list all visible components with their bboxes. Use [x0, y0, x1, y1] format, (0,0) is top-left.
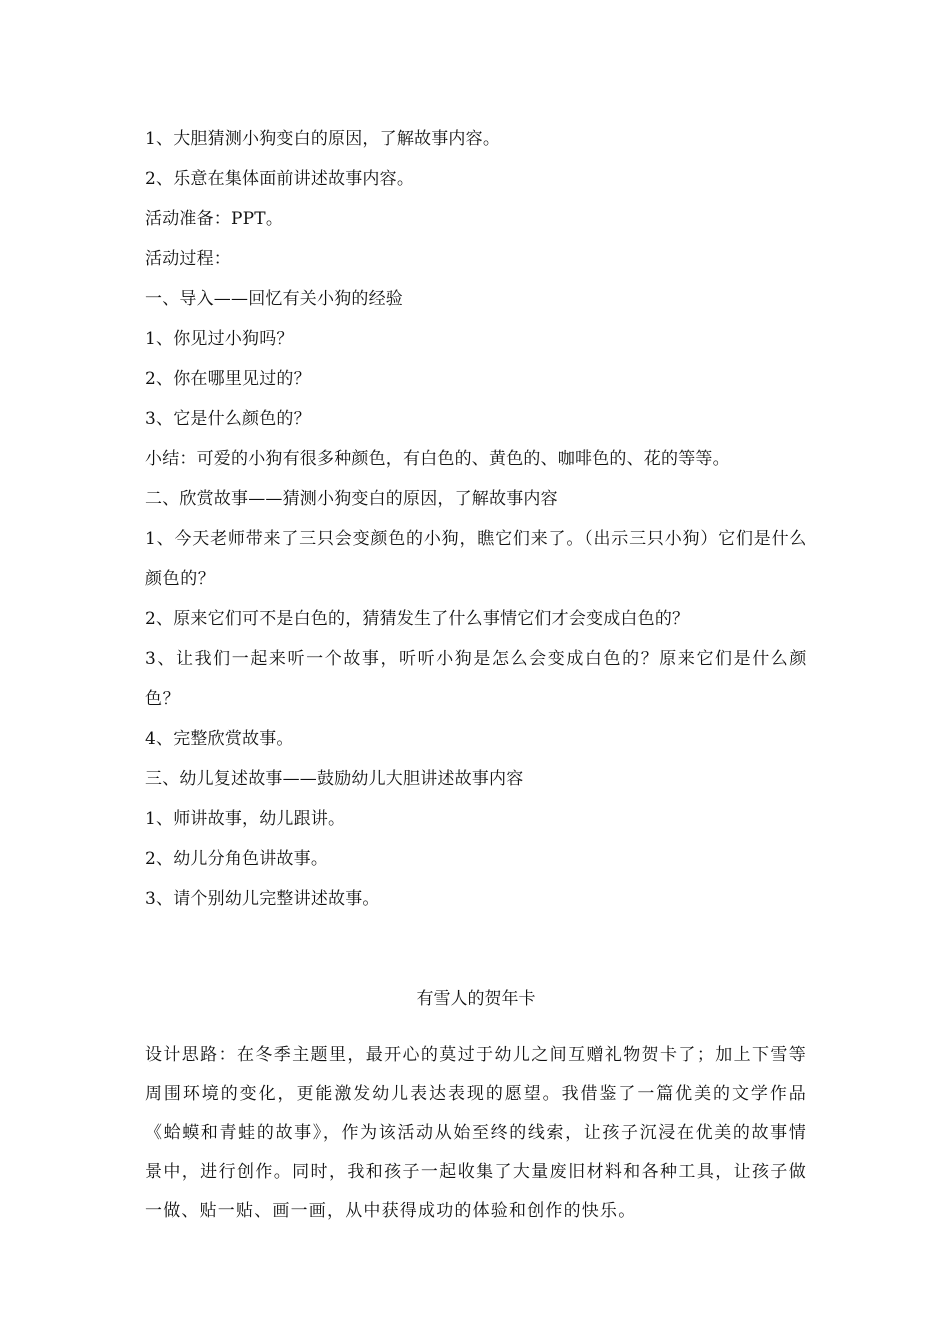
step-two-item-2: 2、原来它们可不是白色的，猜猜发生了什么事情它们才会变成白色的？ [145, 609, 690, 629]
step-one-question-3: 3、它是什么颜色的？ [145, 409, 311, 429]
step-one-question-2: 2、你在哪里见过的？ [145, 369, 311, 389]
step-one-question-1: 1、你见过小狗吗？ [145, 329, 294, 349]
design-paragraph: 设计思路：在冬季主题里，最开心的莫过于幼儿之间互赠礼物贺卡了；加上下雪等周围环境的变化，更能激发幼儿表达表现的愿望。我借鉴了一篇优美的文学作品《蛤蟆和青蛙的故事》，作为该活动从始至终的线索，让孩子沉浸在优美的故事情景中，进行创作。同时，我和孩子一起收集了大量废旧材料和各种工具，让孩子做一做、贴一贴、画一画，从中获得成功的体验和创作的快乐。 [145, 1045, 807, 1221]
step-one-heading: 一、导入——回忆有关小狗的经验 [145, 289, 403, 309]
step-three-item-2: 2、幼儿分角色讲故事。 [145, 849, 329, 869]
activity-plan-section [145, 119, 807, 919]
step-three-heading: 三、幼儿复述故事——鼓励幼儿大胆讲述故事内容 [145, 769, 524, 789]
goal-line-1: 1、大胆猜测小狗变白的原因，了解故事内容。 [145, 129, 501, 149]
goal-line-2: 2、乐意在集体面前讲述故事内容。 [145, 169, 415, 189]
design-section [145, 1036, 807, 1231]
step-three-item-3: 3、请个别幼儿完整讲述故事。 [145, 889, 380, 909]
section-title: 有雪人的贺年卡 [416, 989, 536, 1009]
preparation-line: 活动准备：PPT。 [145, 209, 284, 229]
step-two-heading: 二、欣赏故事——猜测小狗变白的原因，了解故事内容 [145, 489, 558, 509]
summary-line: 小结：可爱的小狗有很多种颜色，有白色的、黄色的、咖啡色的、花的等等。 [145, 449, 730, 469]
process-heading: 活动过程： [145, 249, 231, 269]
step-two-item-3: 3、让我们一起来听一个故事，听听小狗是怎么会变成白色的？原来它们是什么颜色？ [145, 649, 807, 709]
step-two-item-4: 4、完整欣赏故事。 [145, 729, 294, 749]
step-two-item-1: 1、今天老师带来了三只会变颜色的小狗，瞧它们来了。（出示三只小狗）它们是什么颜色的？ [145, 529, 807, 589]
step-three-item-1: 1、师讲故事，幼儿跟讲。 [145, 809, 346, 829]
